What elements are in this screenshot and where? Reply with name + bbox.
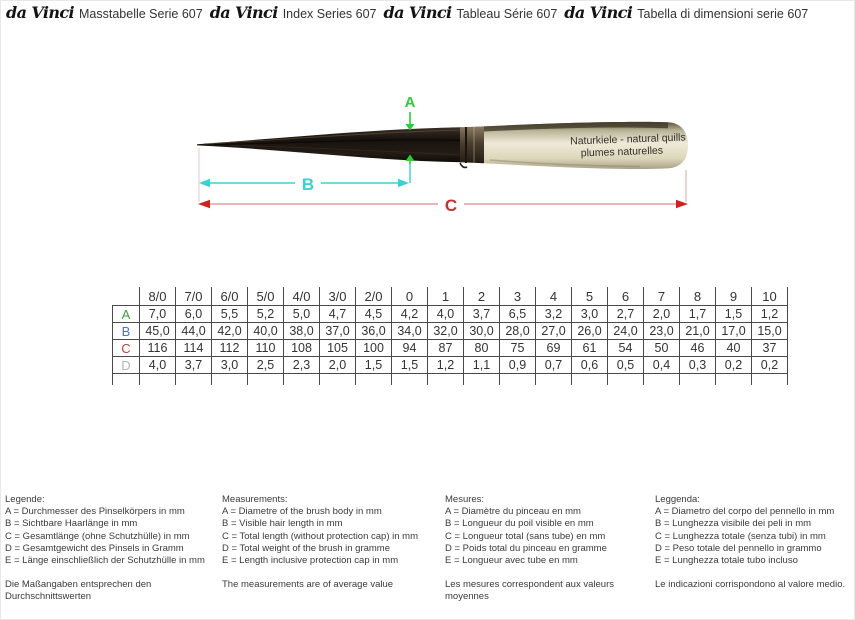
value-cell: 42,0 xyxy=(212,323,248,340)
size-column-header: 7/0 xyxy=(176,287,212,306)
davinci-logo: da Vinci xyxy=(383,3,452,22)
value-cell: 4,2 xyxy=(392,306,428,323)
value-cell: 4,0 xyxy=(428,306,464,323)
grid-stub-cell xyxy=(608,374,644,386)
value-cell: 0,2 xyxy=(752,357,788,374)
value-cell: 27,0 xyxy=(536,323,572,340)
size-column-header: 1 xyxy=(428,287,464,306)
legend-line: B = Longueur du poil visible en mm xyxy=(445,518,594,530)
value-cell: 5,2 xyxy=(248,306,284,323)
value-cell: 46 xyxy=(680,340,716,357)
size-column-header: 2/0 xyxy=(356,287,392,306)
value-cell: 5,0 xyxy=(284,306,320,323)
legend-heading: Legende: xyxy=(5,494,45,505)
value-cell: 21,0 xyxy=(680,323,716,340)
table-corner-cell xyxy=(113,287,140,306)
grid-stub-cell xyxy=(113,374,140,386)
legend-line: B = Visible hair length in mm xyxy=(222,518,343,530)
value-cell: 3,0 xyxy=(212,357,248,374)
grid-stub-cell xyxy=(140,374,176,386)
value-cell: 0,9 xyxy=(500,357,536,374)
value-cell: 30,0 xyxy=(464,323,500,340)
grid-stub-cell xyxy=(428,374,464,386)
row-label-D: D xyxy=(113,357,140,374)
legend-line: D = Peso totale del pennello in grammo xyxy=(655,542,822,554)
value-cell: 87 xyxy=(428,340,464,357)
grid-stub-cell xyxy=(752,374,788,386)
grid-stub-cell xyxy=(716,374,752,386)
grid-stub-cell xyxy=(212,374,248,386)
value-cell: 2,0 xyxy=(644,306,680,323)
dimension-a-label: A xyxy=(404,94,416,111)
legend-line: E = Lunghezza totale tubo incluso xyxy=(655,555,798,567)
value-cell: 69 xyxy=(536,340,572,357)
value-cell: 3,0 xyxy=(572,306,608,323)
legend-column-1 xyxy=(222,494,440,591)
size-column-header: 6 xyxy=(608,287,644,306)
grid-stub-cell xyxy=(176,374,212,386)
dimension-c xyxy=(198,196,688,215)
legend-line: C = Lunghezza totale (senza tubi) in mm xyxy=(655,530,826,542)
value-cell: 1,5 xyxy=(392,357,428,374)
row-label-B: B xyxy=(113,323,140,340)
grid-stub-row xyxy=(113,374,788,386)
size-column-header: 0 xyxy=(392,287,428,306)
brush-diagram xyxy=(0,0,855,260)
size-column-header: 2 xyxy=(464,287,500,306)
value-cell: 1,7 xyxy=(680,306,716,323)
size-column-header: 10 xyxy=(752,287,788,306)
value-cell: 112 xyxy=(212,340,248,357)
value-cell: 94 xyxy=(392,340,428,357)
grid-stub-cell xyxy=(680,374,716,386)
size-column-header: 4/0 xyxy=(284,287,320,306)
value-cell: 23,0 xyxy=(644,323,680,340)
value-cell: 26,0 xyxy=(572,323,608,340)
size-column-header: 5/0 xyxy=(248,287,284,306)
value-cell: 54 xyxy=(608,340,644,357)
row-label-C: C xyxy=(113,340,140,357)
value-cell: 80 xyxy=(464,340,500,357)
value-cell: 36,0 xyxy=(356,323,392,340)
legend-line: E = Length inclusive protection cap in mm xyxy=(222,555,399,567)
quill-binding xyxy=(460,126,484,167)
legend-line: C = Total length (without protection cap) in mm xyxy=(222,530,418,542)
davinci-logo: da Vinci xyxy=(564,3,633,22)
legend-line: C = Gesamtlänge (ohne Schutzhülle) in mm xyxy=(5,530,190,542)
value-cell: 7,0 xyxy=(140,306,176,323)
legend-line: A = Durchmesser des Pinselkörpers in mm xyxy=(5,506,185,518)
value-cell: 38,0 xyxy=(284,323,320,340)
row-label-A: A xyxy=(113,306,140,323)
legend-heading: Measurements: xyxy=(222,494,288,505)
brush-hair xyxy=(197,127,462,162)
size-header-row xyxy=(113,287,788,306)
value-cell: 40,0 xyxy=(248,323,284,340)
title-de: Masstabelle Serie 607 xyxy=(79,7,203,21)
value-cell: 3,7 xyxy=(176,357,212,374)
value-cell: 6,0 xyxy=(176,306,212,323)
size-column-header: 4 xyxy=(536,287,572,306)
value-cell: 28,0 xyxy=(500,323,536,340)
dimension-b-label: B xyxy=(301,175,315,194)
title-it: Tabella di dimensioni serie 607 xyxy=(637,7,809,21)
table-row-A xyxy=(113,306,788,323)
legend-note: The measurements are of average value xyxy=(222,579,394,591)
legend-heading: Leggenda: xyxy=(655,494,700,505)
grid-stub-cell xyxy=(284,374,320,386)
legend-column-3 xyxy=(655,494,855,591)
davinci-logo: da Vinci xyxy=(209,3,278,22)
value-cell: 61 xyxy=(572,340,608,357)
grid-stub-cell xyxy=(572,374,608,386)
value-cell: 75 xyxy=(500,340,536,357)
value-cell: 1,2 xyxy=(428,357,464,374)
legend-line: E = Longueur avec tube en mm xyxy=(445,555,578,567)
value-cell: 108 xyxy=(284,340,320,357)
title-fr: Tableau Série 607 xyxy=(456,7,558,21)
legend-note: Die Maßangaben entsprechen den Durchschnittswerten xyxy=(5,579,152,603)
value-cell: 44,0 xyxy=(176,323,212,340)
value-cell: 0,7 xyxy=(536,357,572,374)
legend-line: D = Gesamtgewicht des Pinsels in Gramm xyxy=(5,542,184,554)
value-cell: 34,0 xyxy=(392,323,428,340)
value-cell: 0,6 xyxy=(572,357,608,374)
legend-line: B = Sichtbare Haarlänge in mm xyxy=(5,518,138,530)
value-cell: 17,0 xyxy=(716,323,752,340)
legend-line: D = Total weight of the brush in gramme xyxy=(222,542,391,554)
value-cell: 110 xyxy=(248,340,284,357)
value-cell: 4,5 xyxy=(356,306,392,323)
size-column-header: 5 xyxy=(572,287,608,306)
legend-column-0 xyxy=(5,494,217,604)
size-column-header: 8 xyxy=(680,287,716,306)
value-cell: 1,5 xyxy=(716,306,752,323)
legend-line: A = Diametro del corpo del pennello in mm xyxy=(655,506,835,518)
value-cell: 1,2 xyxy=(752,306,788,323)
value-cell: 5,5 xyxy=(212,306,248,323)
quill-label-line2: plumes naturelles xyxy=(580,144,664,160)
size-column-header: 3 xyxy=(500,287,536,306)
value-cell: 4,0 xyxy=(140,357,176,374)
value-cell: 37,0 xyxy=(320,323,356,340)
value-cell: 116 xyxy=(140,340,176,357)
legend-line: C = Longueur total (sans tube) en mm xyxy=(445,530,606,542)
davinci-logo: da Vinci xyxy=(6,3,74,22)
grid-stub-cell xyxy=(320,374,356,386)
brush-quill xyxy=(484,122,688,169)
value-cell: 40 xyxy=(716,340,752,357)
legend-line: A = Diametre of the brush body in mm xyxy=(222,506,382,518)
value-cell: 2,5 xyxy=(248,357,284,374)
legend-column-2 xyxy=(445,494,650,604)
table-row-C xyxy=(113,340,788,357)
legend-note: Le indicazioni corrispondono al valore medio. xyxy=(655,579,846,591)
grid-stub-cell xyxy=(464,374,500,386)
value-cell: 1,5 xyxy=(356,357,392,374)
title-en: Index Series 607 xyxy=(282,7,377,21)
value-cell: 45,0 xyxy=(140,323,176,340)
value-cell: 50 xyxy=(644,340,680,357)
grid-stub-cell xyxy=(536,374,572,386)
grid-stub-cell xyxy=(248,374,284,386)
legend-line: D = Poids total du pinceau en gramme xyxy=(445,542,607,554)
value-cell: 15,0 xyxy=(752,323,788,340)
size-column-header: 9 xyxy=(716,287,752,306)
value-cell: 32,0 xyxy=(428,323,464,340)
quill-label-line1: Naturkiele - natural quills xyxy=(569,131,686,148)
size-column-header: 3/0 xyxy=(320,287,356,306)
size-column-header: 8/0 xyxy=(140,287,176,306)
value-cell: 2,0 xyxy=(320,357,356,374)
dimension-b xyxy=(199,164,410,194)
value-cell: 37 xyxy=(752,340,788,357)
grid-stub-cell xyxy=(356,374,392,386)
legend-heading: Mesures: xyxy=(445,494,485,505)
value-cell: 3,7 xyxy=(464,306,500,323)
value-cell: 24,0 xyxy=(608,323,644,340)
value-cell: 0,4 xyxy=(644,357,680,374)
value-cell: 0,2 xyxy=(716,357,752,374)
legend-line: E = Länge einschließlich der Schutzhülle in mm xyxy=(5,555,205,567)
dimension-c-label: C xyxy=(444,196,458,215)
grid-stub-cell xyxy=(644,374,680,386)
value-cell: 6,5 xyxy=(500,306,536,323)
value-cell: 0,3 xyxy=(680,357,716,374)
legend-note: Les mesures correspondent aux valeurs moyennes xyxy=(445,579,614,603)
value-cell: 3,2 xyxy=(536,306,572,323)
legend-line: A = Diamètre du pinceau en mm xyxy=(445,506,581,518)
table-row-B xyxy=(113,323,788,340)
size-table xyxy=(112,287,788,385)
value-cell: 105 xyxy=(320,340,356,357)
table-row-D xyxy=(113,357,788,374)
grid-stub-cell xyxy=(500,374,536,386)
value-cell: 2,3 xyxy=(284,357,320,374)
value-cell: 0,5 xyxy=(608,357,644,374)
size-column-header: 6/0 xyxy=(212,287,248,306)
grid-stub-cell xyxy=(392,374,428,386)
size-column-header: 7 xyxy=(644,287,680,306)
value-cell: 114 xyxy=(176,340,212,357)
legend-line: B = Lunghezza visibile dei peli in mm xyxy=(655,518,812,530)
value-cell: 1,1 xyxy=(464,357,500,374)
value-cell: 4,7 xyxy=(320,306,356,323)
value-cell: 2,7 xyxy=(608,306,644,323)
value-cell: 100 xyxy=(356,340,392,357)
